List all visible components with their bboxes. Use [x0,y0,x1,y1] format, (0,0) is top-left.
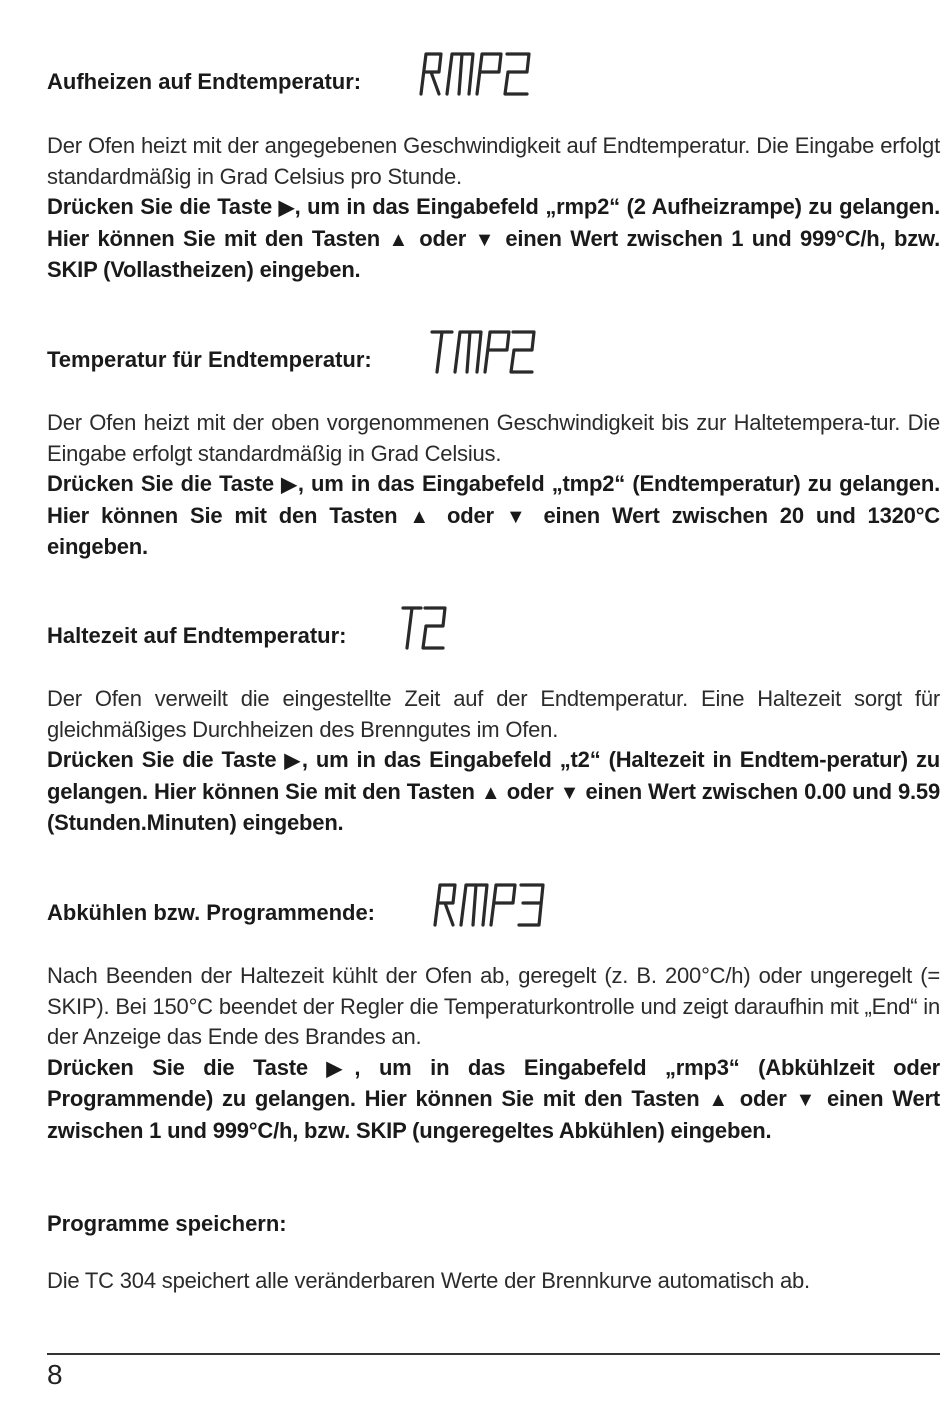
play-right-icon: ▶ [281,474,298,497]
section-heading: Haltezeit auf Endtemperatur: [47,623,347,648]
play-right-icon: ▶ [326,1057,355,1080]
segment-display-rmp3 [431,881,547,927]
section-intro: Der Ofen verweilt die eingestellte Zeit auf der Endtemperatur. Eine Haltezeit sorgt für gleichmäßiges Durchheizen des Brenngutes im Ofen. [47,686,940,742]
page-number: 8 [47,1359,63,1390]
arrow-down-icon: ▼ [795,1089,819,1112]
section-instruction: Drücken Sie die Taste ▶, um in das Eingabefeld „rmp3“ (Abkühlzeit oder Programmende) zu gelangen. Hier können Sie mit den Tasten ▲ oder ▼ einen Wert zwischen 1 und 999°C/h, bzw. SKIP (ungeregeltes Abkühlen) eingeben. [47,1054,940,1143]
section-temp2-body [47,408,940,563]
segment-display-rmp2 [417,50,533,96]
arrow-down-icon: ▼ [559,781,580,804]
section-save [47,1208,940,1238]
section-save-body [47,1266,940,1297]
arrow-up-icon: ▲ [409,505,435,528]
arrow-up-icon: ▲ [388,228,411,251]
footer-rule [47,1353,940,1355]
section-instruction: Drücken Sie die Taste ▶, um in das Eingabefeld „t2“ (Haltezeit in Endtem-peratur) zu gelangen. Hier können Sie mit den Tasten ▲ oder ▼ einen Wert zwischen 0.00 und 9.59 (Stunden.Minuten) eingeben. [47,747,940,836]
section-ramp3 [47,881,940,927]
section-hold2-body [47,684,940,839]
section-heading: Abkühlen bzw. Programmende: [47,900,376,925]
arrow-down-icon: ▼ [505,505,532,528]
section-intro: Der Ofen heizt mit der angegebenen Geschwindigkeit auf Endtemperatur. Die Eingabe erfolgt standardmäßig in Grad Celsius pro Stunde. [47,133,940,189]
play-right-icon: ▶ [284,750,302,773]
arrow-down-icon: ▼ [474,228,497,251]
section-heading: Aufheizen auf Endtemperatur: [47,69,362,94]
section-ramp3-body [47,961,940,1147]
section-ramp2-body [47,131,940,286]
arrow-up-icon: ▲ [708,1089,731,1112]
section-instruction: Drücken Sie die Taste ▶, um in das Eingabefeld „tmp2“ (Endtemperatur) zu gelangen. Hier können Sie mit den Tasten ▲ oder ▼ einen Wert zwischen 20 und 1320°C eingeben. [47,471,940,560]
play-right-icon: ▶ [278,197,295,220]
section-ramp2 [47,50,940,96]
section-intro: Nach Beenden der Haltezeit kühlt der Ofen ab, geregelt (z. B. 200°C/h) oder ungeregelt (= SKIP). Bei 150°C beendet der Regler die Temperaturkontrolle und zeigt daraufhin mit „End“ in der Anzeige das Ende des Brandes an. [47,963,940,1050]
section-instruction: Drücken Sie die Taste ▶, um in das Eingabefeld „rmp2“ (2 Aufheizrampe) zu gelangen. Hier können Sie mit den Tasten ▲ oder ▼ einen Wert zwischen 1 und 999°C/h, bzw. SKIP (Vollastheizen) eingeben. [47,194,940,283]
section-intro: Der Ofen heizt mit der oben vorgenommenen Geschwindigkeit bis zur Haltetempera-tur. Die Eingabe erfolgt standardmäßig in Grad Celsius. [47,410,940,466]
arrow-up-icon: ▲ [480,781,501,804]
manual-page [47,0,940,1401]
segment-display-tmp2 [427,328,537,374]
section-heading: Temperatur für Endtemperatur: [47,347,372,372]
segment-display-t2 [399,604,449,650]
section-intro: Die TC 304 speichert alle veränderbaren Werte der Brennkurve automatisch ab. [47,1268,810,1293]
section-hold2 [47,604,940,650]
section-heading: Programme speichern: [47,1211,287,1236]
section-temp2 [47,328,940,374]
